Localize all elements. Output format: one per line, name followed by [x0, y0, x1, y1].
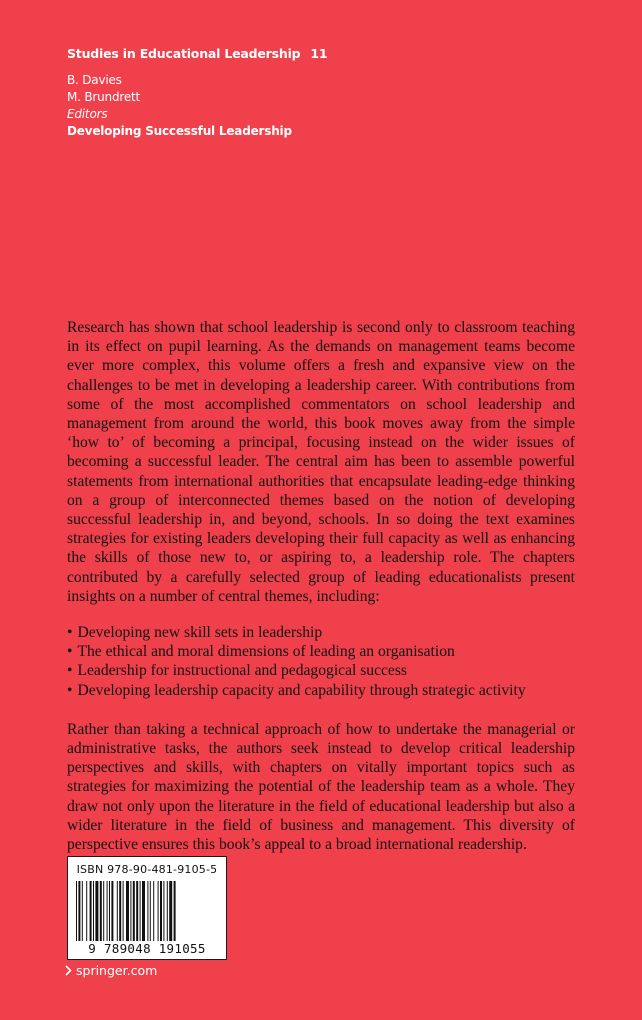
isbn-barcode-box — [67, 856, 227, 960]
blurb-closing-paragraph: Rather than taking a technical approach of how to undertake the managerial or administrative tasks, the authors seek instead to develop critical leadership perspectives and skills, with chapters on vitally important topics such as strategies for maximizing the potential of the leadership team as a whole. They draw not only upon the literature in the field of educational leadership but also a wider literature in the field of business and management. This diversity of perspective ensures this book’s appeal to a broad international readership. — [67, 720, 575, 854]
series-volume: 11 — [310, 46, 328, 61]
list-item: • Developing leadership capacity and capability through strategic activity — [67, 681, 575, 700]
chevron-right-icon — [65, 965, 72, 976]
blurb-intro-paragraph: Research has shown that school leadership is second only to classroom teaching in its effect on pupil learning. As the demands on management teams become ever more complex, this volume offers a fresh and expansive view on the challenges to be met in developing a leadership career. With contributions from some of the most accomplished commentators on school leadership and management from around the world, this book moves away from the simple ‘how to’ of becoming a principal, focusing instead on the wider issues of becoming a successful leader. The central aim has been to assemble powerful statements from international authorities that encapsulate leading-edge thinking on a group of interconnected themes based on the notion of developing successful leadership in, and beyond, schools. In so doing the text examines strategies for existing leaders developing their full capacity as well as enhancing the skills of those new to, or aspiring to, a leadership role. The chapters contributed by a carefully selected group of leading educationalists present insights on a number of central themes, including: — [67, 319, 575, 605]
editor-name: B. Davies — [67, 73, 122, 87]
list-item: • The ethical and moral dimensions of leading an organisation — [67, 642, 575, 661]
editors-label: Editors — [67, 107, 108, 121]
book-title: Developing Successful Leadership — [67, 124, 292, 138]
editor-name: M. Brundrett — [67, 90, 141, 104]
barcode-digits: 9 789048 191055 — [88, 941, 206, 956]
isbn-label: ISBN 978-90-481-9105-5 — [76, 863, 218, 876]
editor-block — [67, 72, 292, 140]
themes-list — [67, 623, 575, 700]
list-item: • Leadership for instructional and pedagogical success — [67, 661, 575, 680]
barcode-icon — [72, 881, 222, 941]
list-item: • Developing new skill sets in leadership — [67, 623, 575, 642]
series-title — [67, 46, 327, 61]
back-cover-blurb — [67, 318, 575, 854]
series-name: Studies in Educational Leadership — [67, 46, 301, 61]
publisher-url: springer.com — [76, 963, 158, 978]
publisher-link[interactable] — [65, 963, 157, 978]
